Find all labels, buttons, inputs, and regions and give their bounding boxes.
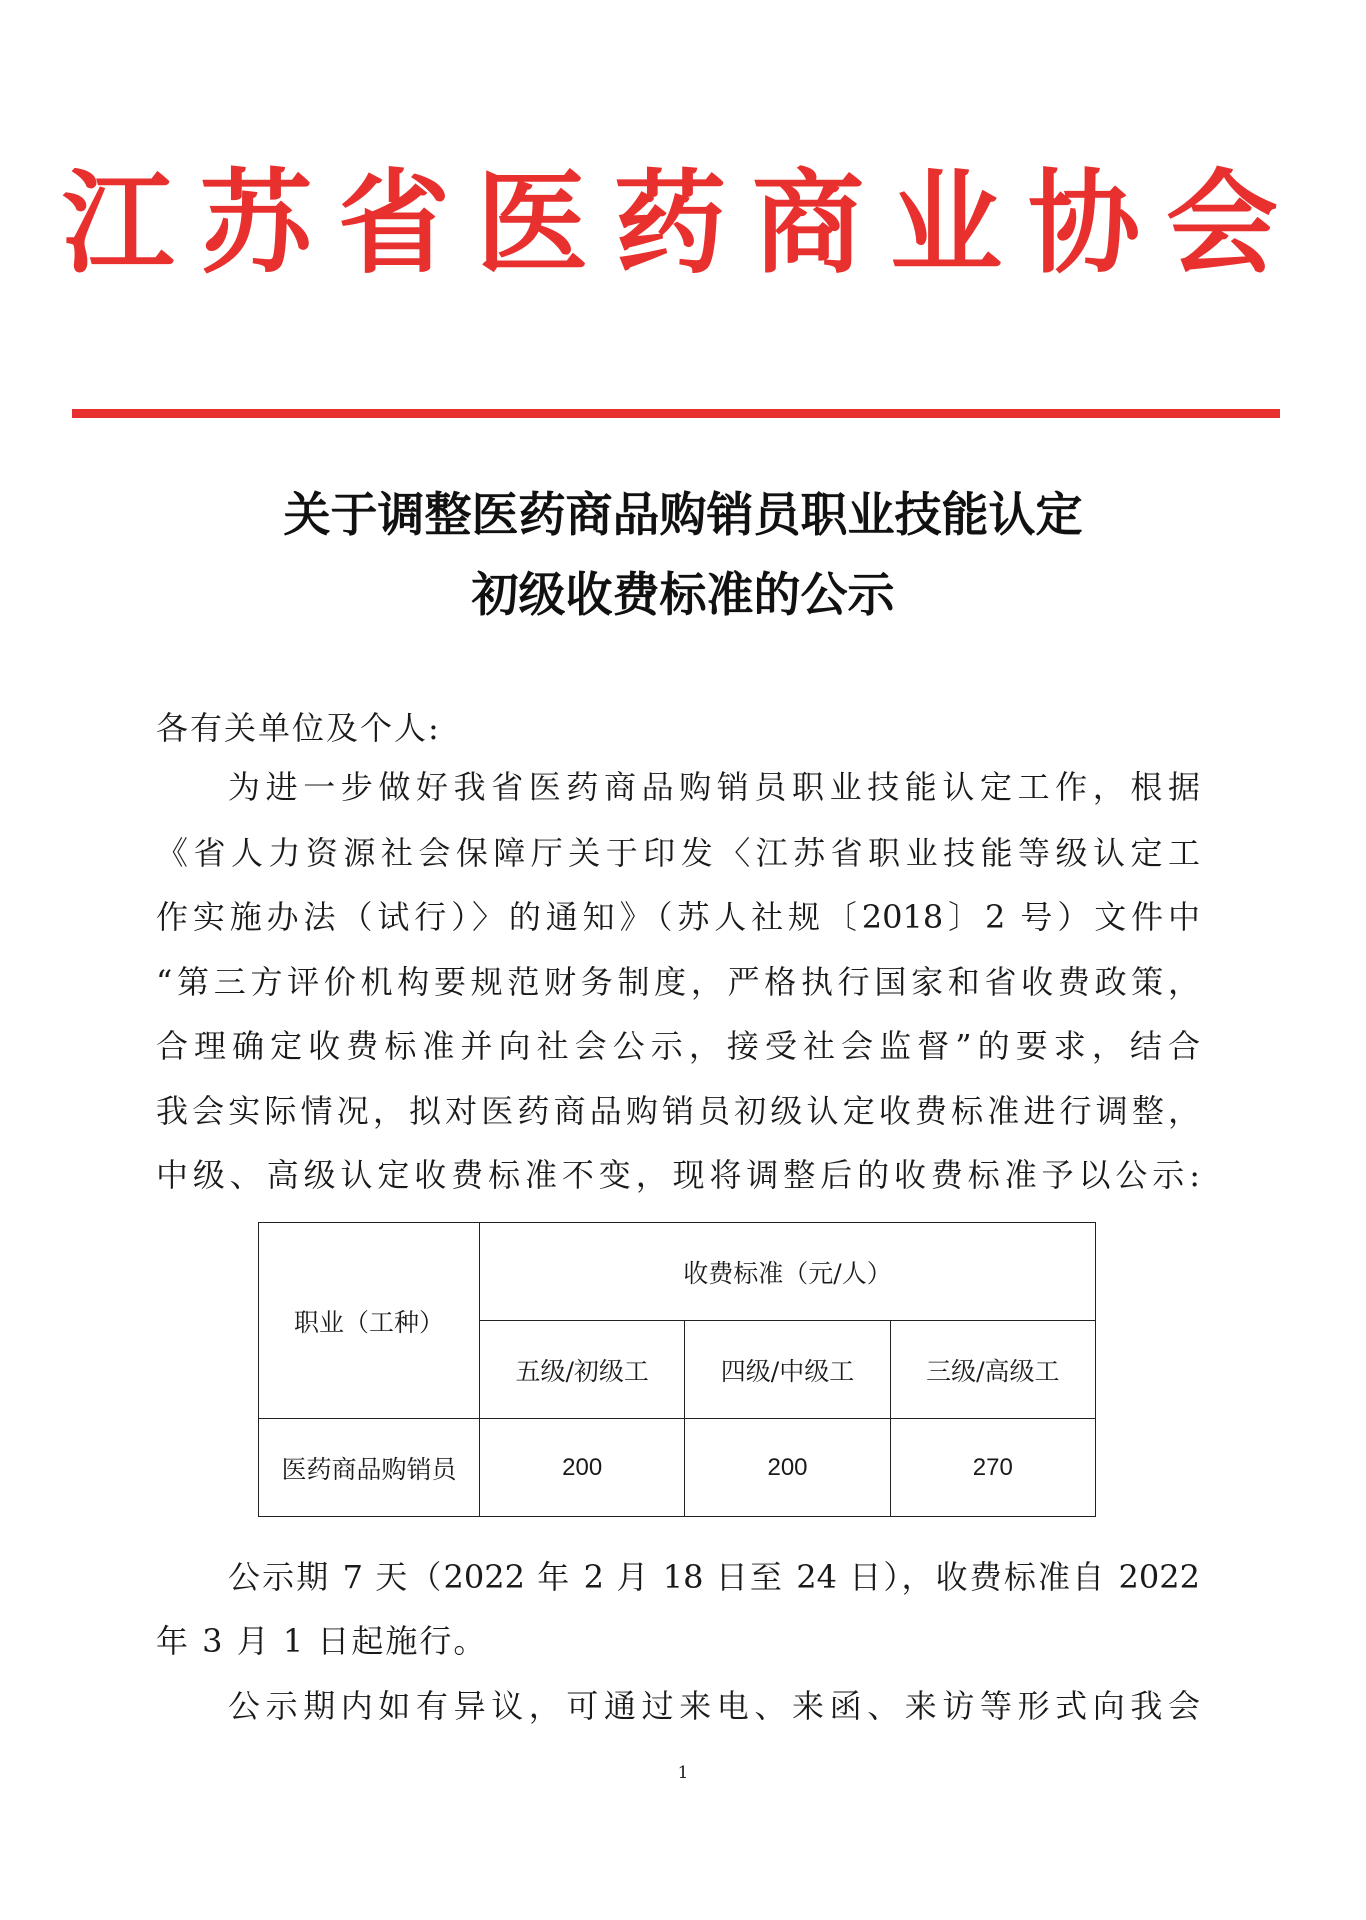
paragraph-1-line: 作实施办法（试行）〉的通知》（苏人社规〔2018〕2 号）文件中 — [156, 898, 1200, 936]
salutation: 各有关单位及个人: — [156, 709, 441, 747]
paragraph-1-line: 《省人力资源社会保障厅关于印发〈江苏省职业技能等级认定工 — [156, 834, 1200, 872]
paragraph-1-line: 为进一步做好我省医药商品购销员职业技能认定工作，根据 — [228, 768, 1200, 806]
occupation-cell: 医药商品购销员 — [259, 1419, 480, 1517]
organization-letterhead: 江苏省医药商业协会 — [62, 159, 1304, 289]
document-title-line-2: 初级收费标准的公示 — [471, 568, 895, 623]
occupation-header-cell: 职业（工种） — [259, 1223, 480, 1419]
level-header-cell: 三级/高级工 — [890, 1321, 1095, 1419]
fee-cell: 200 — [480, 1419, 685, 1517]
paragraph-2-line: 公示期 7 天（2022 年 2 月 18 日至 24 日），收费标准自 2022 — [228, 1558, 1200, 1596]
level-header-cell: 四级/中级工 — [685, 1321, 890, 1419]
paragraph-1-line: 我会实际情况，拟对医药商品购销员初级认定收费标准进行调整， — [156, 1092, 1200, 1130]
fee-header-cell: 收费标准（元/人） — [480, 1223, 1096, 1321]
fee-standard-table — [258, 1222, 1096, 1517]
letterhead-red-rule — [72, 409, 1280, 418]
paragraph-1-line: 合理确定收费标准并向社会公示，接受社会监督”的要求，结合 — [156, 1027, 1200, 1065]
paragraph-3-line: 公示期内如有异议，可通过来电、来函、来访等形式向我会 — [228, 1687, 1200, 1725]
fee-cell: 270 — [890, 1419, 1095, 1517]
fee-cell: 200 — [685, 1419, 890, 1517]
paragraph-1-line: “第三方评价机构要规范财务制度，严格执行国家和省收费政策， — [156, 963, 1200, 1001]
document-title-line-1: 关于调整医药商品购销员职业技能认定 — [283, 488, 1083, 543]
table-row — [259, 1419, 1096, 1517]
paragraph-2-line: 年 3 月 1 日起施行。 — [156, 1622, 488, 1660]
paragraph-1-line: 中级、高级认定收费标准不变，现将调整后的收费标准予以公示: — [156, 1156, 1200, 1194]
page-number: 1 — [677, 1763, 689, 1783]
level-header-cell: 五级/初级工 — [480, 1321, 685, 1419]
